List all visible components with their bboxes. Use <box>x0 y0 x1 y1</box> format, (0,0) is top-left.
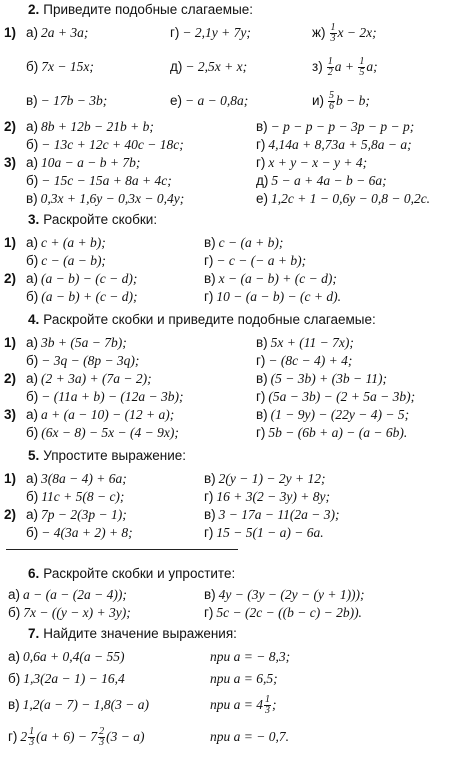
exercise-item <box>8 646 124 668</box>
expression-text: − 2,5x + x; <box>185 59 248 74</box>
math-expression <box>41 137 184 152</box>
math-expression <box>41 371 152 386</box>
section-number: 2. <box>28 2 40 17</box>
math-expression <box>41 25 88 40</box>
item-label: г) <box>8 729 18 744</box>
expression-text: (6x − 8) − 5x − (4 − 9x); <box>41 425 179 440</box>
fraction-denominator: 2 <box>327 67 333 79</box>
item-label: в) <box>204 271 216 286</box>
item-label: в) <box>204 507 216 522</box>
fraction <box>264 695 271 716</box>
math-expression <box>219 587 365 602</box>
expression-text: 2a + 3a; <box>41 25 89 40</box>
item-label: г) <box>204 289 214 304</box>
item-label: в) <box>26 191 38 206</box>
fraction <box>330 23 337 44</box>
expression-text: 0,6a + 0,4(a − 55) <box>23 649 125 664</box>
item-label: в) <box>256 119 268 134</box>
math-expression <box>41 155 140 170</box>
expression-text: − (11a + b) − (12a − 3b); <box>41 389 184 404</box>
expression-text: 3b + (5a − 7b); <box>41 335 127 350</box>
item-label: а) <box>26 371 39 386</box>
exercise-item <box>210 668 278 690</box>
group-number: 1) <box>4 235 17 250</box>
expression-text: 4y − (3y − (2y − (y + 1))); <box>218 587 365 602</box>
math-expression <box>216 289 341 304</box>
expression-text: c + (a + b); <box>41 235 106 250</box>
item-label: е) <box>256 191 269 206</box>
item-label: а) <box>26 335 39 350</box>
math-expression <box>41 59 94 74</box>
math-expression <box>41 253 106 268</box>
math-expression <box>268 425 407 440</box>
expression-text: − (8c − 4) + 4; <box>268 353 353 368</box>
math-expression <box>271 371 387 386</box>
exercise-row <box>4 668 472 690</box>
expression-text: 10a − a − b + 7b; <box>41 155 141 170</box>
group-number: 2) <box>4 507 17 522</box>
item-label: б) <box>26 489 39 504</box>
math-expression <box>23 649 124 664</box>
section-number: 6. <box>28 566 40 581</box>
math-expression <box>219 471 326 486</box>
math-expression <box>219 507 340 522</box>
math-expression <box>23 671 124 686</box>
fraction <box>328 91 335 112</box>
section-title-s6 <box>28 566 235 581</box>
math-expression <box>41 191 185 206</box>
exercise-item <box>8 668 125 690</box>
group-number: 1) <box>4 335 17 350</box>
expression-text: 5x + (11 − 7x); <box>270 335 354 350</box>
math-expression <box>41 407 174 422</box>
item-label: а) <box>26 119 39 134</box>
expression-text: (a − b) + (c − d); <box>41 289 138 304</box>
expression-text: 7x − 15x; <box>41 59 94 74</box>
item-label: и) <box>312 93 325 108</box>
expression-text: (5 − 3b) + (3b − 11); <box>270 371 387 386</box>
section-heading: Упростите выражение: <box>43 448 187 463</box>
item-label: б) <box>26 525 39 540</box>
item-label: д) <box>170 59 183 74</box>
section-number: 5. <box>28 448 40 463</box>
item-label: а) <box>26 235 39 250</box>
expression-text: a + <box>334 59 358 74</box>
expression-text: 7x − ((y − x) + 3y); <box>23 605 131 620</box>
section-title-s7 <box>28 626 237 641</box>
math-expression <box>216 525 323 540</box>
exercise-item <box>26 56 94 78</box>
group-number: 2) <box>4 271 17 286</box>
section-heading: Найдите значение выражения: <box>43 626 237 641</box>
exercise-row <box>4 646 472 668</box>
exercise-item <box>210 646 290 668</box>
item-label: в) <box>256 335 268 350</box>
item-label: г) <box>204 253 214 268</box>
fraction-denominator: 3 <box>99 737 105 749</box>
expression-text: при a = 6,5; <box>210 671 278 686</box>
item-label: в) <box>8 697 20 712</box>
group-number: 3) <box>4 155 17 170</box>
section-number: 3. <box>28 212 40 227</box>
item-label: г) <box>256 425 266 440</box>
math-expression <box>326 56 378 79</box>
item-label: г) <box>256 353 266 368</box>
exercise-item <box>26 188 184 210</box>
item-label: б) <box>26 425 39 440</box>
section-heading: Раскройте скобки: <box>43 212 158 227</box>
item-label: б) <box>8 605 21 620</box>
exercise-item <box>204 602 362 624</box>
math-expression <box>41 489 124 504</box>
expression-text: c − (a + b); <box>218 235 284 250</box>
expression-text: 15 − 5(1 − a) − 6a. <box>216 525 324 540</box>
exercise-item <box>8 602 131 624</box>
fraction-numerator: 1 <box>265 694 270 706</box>
expression-text: 5b − (6b + a) − (a − 6b). <box>268 425 408 440</box>
math-expression <box>41 173 172 188</box>
exercise-item <box>8 726 145 748</box>
item-label: г) <box>256 389 266 404</box>
exercise-item <box>204 286 341 308</box>
exercise-item <box>170 56 247 78</box>
item-label: в) <box>204 587 216 602</box>
exercise-item <box>312 56 378 78</box>
expression-text: 0,3x + 1,6y − 0,3x − 0,4y; <box>40 191 185 206</box>
fraction-denominator: 6 <box>329 101 335 113</box>
expression-text: (5a − 3b) − (2 + 5a − 3b); <box>268 389 416 404</box>
expression-text: 5 − a + 4a − b − 6a; <box>271 173 387 188</box>
fraction-denominator: 3 <box>29 737 35 749</box>
expression-text: − 13c + 12c + 40c − 18c; <box>41 137 184 152</box>
exercise-item <box>312 22 377 44</box>
math-expression <box>271 407 409 422</box>
item-label: б) <box>26 389 39 404</box>
fraction-denominator: 5 <box>359 67 365 79</box>
exercise-item <box>170 22 251 44</box>
exercise-item <box>26 90 107 112</box>
expression-text: 4,14a + 8,73a + 5,8a − a; <box>268 137 412 152</box>
item-label: в) <box>204 471 216 486</box>
expression-text: − 17b − 3b; <box>40 93 108 108</box>
expression-text: − 2,1y + 7y; <box>182 25 251 40</box>
section-number: 4. <box>28 312 40 327</box>
expression-text: 3(8a − 4) + 6a; <box>41 471 127 486</box>
expression-text: x − (a − b) + (c − d); <box>218 271 337 286</box>
group-number: 1) <box>4 471 17 486</box>
exercise-row <box>4 56 472 78</box>
math-expression <box>23 587 127 602</box>
expression-text: b − b; <box>336 93 370 108</box>
fraction <box>327 57 334 78</box>
expression-text: x + y − x − y + 4; <box>268 155 368 170</box>
exercise-row <box>4 90 472 112</box>
item-label: а) <box>26 407 39 422</box>
expression-text: a + (a − 10) − (12 + a); <box>41 407 175 422</box>
expression-text: 7p − 2(3p − 1); <box>41 507 127 522</box>
expression-text: 1,2(a − 7) − 1,8(3 − a) <box>22 697 149 712</box>
item-label: е) <box>170 93 183 108</box>
item-label: г) <box>204 525 214 540</box>
group-number: 1) <box>4 25 17 40</box>
expression-text: (a + 6) − 7 <box>36 729 98 744</box>
math-expression <box>216 605 362 620</box>
expression-text: a − (a − (2a − 4)); <box>23 587 127 602</box>
section-title-s3 <box>28 212 157 227</box>
item-label: г) <box>256 155 266 170</box>
exercise-row <box>4 22 472 44</box>
math-expression <box>210 729 289 744</box>
exercise-item <box>26 22 88 44</box>
math-expression <box>271 119 415 134</box>
expression-text: 1,3(2a − 1) − 16,4 <box>23 671 125 686</box>
expression-text: − a − 0,8a; <box>185 93 249 108</box>
item-label: а) <box>8 649 21 664</box>
exercise-item <box>210 694 277 716</box>
expression-text: 2(y − 1) − 2y + 12; <box>218 471 326 486</box>
fraction-denominator: 3 <box>330 33 336 45</box>
expression-text: 10 − (a − b) − (c + d). <box>216 289 341 304</box>
math-expression <box>23 697 149 712</box>
math-expression <box>20 726 145 749</box>
item-label: в) <box>256 371 268 386</box>
expression-text: (1 − 9y) − (22y − 4) − 5; <box>270 407 410 422</box>
math-expression <box>210 694 277 717</box>
section-heading: Раскройте скобки и упростите: <box>43 566 236 581</box>
math-expression <box>271 191 430 206</box>
math-expression <box>23 605 131 620</box>
item-label: г) <box>204 489 214 504</box>
expression-text: 3 − 17a − 11(2a − 3); <box>218 507 340 522</box>
math-expression <box>185 93 248 108</box>
math-expression <box>268 353 352 368</box>
math-expression <box>185 59 247 74</box>
section-number: 7. <box>28 626 40 641</box>
math-expression <box>41 425 179 440</box>
section-divider <box>6 549 238 550</box>
math-expression <box>219 235 284 250</box>
item-label: а) <box>26 471 39 486</box>
item-label: б) <box>26 253 39 268</box>
item-label: г) <box>170 25 180 40</box>
math-expression <box>219 271 337 286</box>
fraction-numerator: 2 <box>99 726 105 738</box>
math-expression <box>41 235 106 250</box>
expression-text: 2 <box>20 729 28 744</box>
exercise-item <box>204 522 324 544</box>
item-label: а) <box>8 587 21 602</box>
item-label: в) <box>256 407 268 422</box>
math-expression <box>41 335 127 350</box>
math-expression <box>329 22 377 45</box>
expression-text: a; <box>366 59 378 74</box>
fraction-numerator: 1 <box>330 22 336 34</box>
expression-text: 11c + 5(8 − c); <box>41 489 125 504</box>
fraction <box>28 727 35 748</box>
section-title-s2 <box>28 2 253 17</box>
math-expression <box>327 90 370 113</box>
section-heading: Приведите подобные слагаемые: <box>43 2 254 17</box>
expression-text: c − (a − b); <box>41 253 106 268</box>
item-label: б) <box>26 353 39 368</box>
exercise-item <box>26 422 179 444</box>
expression-text: 16 + 3(2 − 3y) + 8y; <box>216 489 330 504</box>
expression-text: − 3q − (8p − 3q); <box>41 353 140 368</box>
expression-text: − 4(3a + 2) + 8; <box>41 525 133 540</box>
expression-text: 1,2c + 1 − 0,6y − 0,8 − 0,2c. <box>271 191 431 206</box>
fraction <box>358 57 365 78</box>
fraction-numerator: 5 <box>329 90 335 102</box>
group-number: 3) <box>4 407 17 422</box>
expression-text: (a − b) − (c − d); <box>41 271 138 286</box>
exercise-item <box>170 90 248 112</box>
item-label: д) <box>256 173 269 188</box>
section-title-s5 <box>28 448 186 463</box>
math-expression <box>216 253 306 268</box>
item-label: в) <box>204 235 216 250</box>
math-expression <box>41 289 137 304</box>
math-expression <box>210 671 278 686</box>
item-label: а) <box>26 271 39 286</box>
group-number: 2) <box>4 119 17 134</box>
item-label: ж) <box>312 25 326 40</box>
math-expression <box>268 155 367 170</box>
expression-text: − p − p − p − 3p − p − p; <box>270 119 415 134</box>
exercise-item <box>312 90 370 112</box>
math-expression <box>182 25 250 40</box>
item-label: б) <box>26 289 39 304</box>
math-expression <box>41 525 132 540</box>
fraction-numerator: 1 <box>359 56 365 68</box>
section-heading: Раскройте скобки и приведите подобные слагаемые: <box>43 312 376 327</box>
math-expression <box>41 389 183 404</box>
exercise-row <box>4 602 472 624</box>
math-expression <box>216 489 330 504</box>
exercise-row <box>4 286 472 308</box>
expression-text: (3 − a) <box>106 729 145 744</box>
section-title-s4 <box>28 312 376 327</box>
fraction-numerator: 1 <box>29 726 35 738</box>
exercise-row <box>4 694 472 716</box>
fraction <box>98 727 105 748</box>
math-expression <box>41 507 127 522</box>
expression-text: (2 + 3a) + (7a − 2); <box>41 371 152 386</box>
item-label: г) <box>204 605 214 620</box>
item-label: а) <box>26 507 39 522</box>
expression-text: − c − (− a + b); <box>216 253 307 268</box>
expression-text: при a = − 8,3; <box>210 649 291 664</box>
expression-text: при a = 4 <box>210 697 263 712</box>
math-expression <box>271 173 386 188</box>
item-label: а) <box>26 155 39 170</box>
exercise-row <box>4 726 472 748</box>
expression-text: 5c − (2c − ((b − c) − 2b)). <box>216 605 362 620</box>
item-label: б) <box>8 671 21 686</box>
item-label: б) <box>26 137 39 152</box>
expression-text: ; <box>272 697 277 712</box>
math-expression <box>210 649 290 664</box>
group-number: 2) <box>4 371 17 386</box>
expression-text: − 15c − 15a + 8a + 4c; <box>41 173 172 188</box>
exercise-row <box>4 522 472 544</box>
item-label: б) <box>26 173 39 188</box>
exercise-item <box>256 422 407 444</box>
exercise-item <box>26 286 138 308</box>
exercise-item <box>8 694 149 716</box>
item-label: в) <box>26 93 38 108</box>
fraction-numerator: 1 <box>327 56 333 68</box>
expression-text: x − 2x; <box>337 25 377 40</box>
expression-text: при a = − 0,7. <box>210 729 289 744</box>
expression-text: 8b + 12b − 21b + b; <box>41 119 154 134</box>
fraction-denominator: 3 <box>265 705 270 717</box>
exercise-item <box>26 522 133 544</box>
exercise-row <box>4 422 472 444</box>
math-expression <box>268 137 411 152</box>
math-expression <box>268 389 415 404</box>
exercise-item <box>256 188 430 210</box>
math-expression <box>41 271 137 286</box>
math-expression <box>41 93 108 108</box>
exercise-item <box>210 726 289 748</box>
item-label: а) <box>26 25 39 40</box>
math-expression <box>41 353 139 368</box>
math-expression <box>271 335 354 350</box>
exercise-row <box>4 188 472 210</box>
item-label: г) <box>256 137 266 152</box>
math-expression <box>41 119 154 134</box>
item-label: з) <box>312 59 323 74</box>
math-expression <box>41 471 127 486</box>
item-label: б) <box>26 59 39 74</box>
